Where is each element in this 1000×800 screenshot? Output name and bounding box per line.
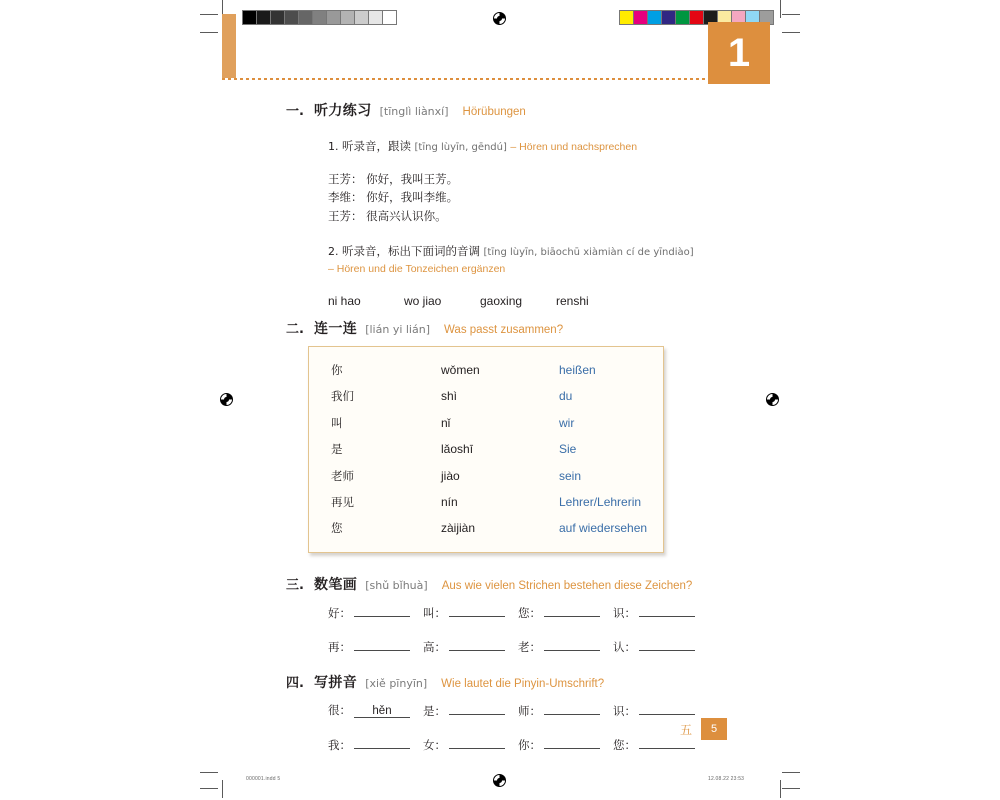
stroke-count-answer-blank[interactable]	[354, 604, 410, 617]
stroke-count-answer-blank[interactable]	[639, 638, 695, 651]
section-4-title-zh: 写拼音	[314, 674, 358, 691]
match-german[interactable]: auf wiedersehen	[559, 521, 648, 536]
section-1-title-pinyin: [tīnglì liànxí]	[379, 105, 449, 118]
match-row	[309, 357, 663, 383]
exercise-1-german: – Hören und nachsprechen	[510, 141, 638, 153]
stroke-count-character-label: 好：	[328, 605, 351, 620]
dialogue-line: 王芳： 你好，我叫王芳。	[328, 171, 459, 186]
exercise-3-grid	[328, 604, 706, 655]
pinyin-write-cell	[328, 702, 423, 719]
page-footer	[680, 718, 727, 740]
pinyin-write-character-label: 识：	[613, 703, 636, 718]
section-heading-2	[286, 318, 706, 338]
page-number-badge: 5	[701, 718, 727, 740]
dialogue-line: 李维： 你好，我叫李维。	[328, 190, 459, 205]
crop-mark-bottom-left-v	[222, 780, 223, 798]
pinyin-write-character-label: 是：	[423, 703, 446, 718]
crop-mark-bottom-right-v	[780, 780, 781, 798]
pinyin-write-answer-blank[interactable]	[639, 702, 695, 715]
pinyin-write-cell	[423, 736, 518, 753]
crop-mark-top-right-h2	[782, 32, 800, 33]
section-1-title-german: Hörübungen	[462, 106, 526, 118]
match-chinese[interactable]: 再见	[331, 495, 354, 510]
stroke-count-character-label: 高：	[423, 639, 446, 654]
pinyin-write-character-label: 您：	[613, 737, 636, 752]
match-pinyin[interactable]: nǐ	[441, 415, 451, 430]
match-row	[309, 383, 663, 409]
exercise-2-label: 2.	[328, 244, 339, 258]
pinyin-write-answer-blank[interactable]	[354, 736, 410, 749]
stroke-count-character-label: 再：	[328, 639, 351, 654]
crop-mark-top-left-h	[200, 14, 218, 15]
crop-mark-bottom-right-h2	[782, 788, 800, 789]
stroke-count-answer-blank[interactable]	[449, 604, 505, 617]
section-2-title-german: Was passt zusammen?	[444, 323, 564, 336]
pinyin-write-row	[328, 736, 706, 753]
pinyin-write-answer-blank[interactable]	[449, 702, 505, 715]
crop-mark-top-right-v	[780, 0, 781, 18]
tone-word[interactable]: ni hao	[328, 293, 361, 308]
stroke-count-character-label: 老：	[518, 639, 541, 654]
exercise-1-dialogue	[328, 170, 706, 226]
pinyin-write-answer-blank[interactable]	[544, 736, 600, 749]
exercise-1-pinyin: [tīng lùyīn, gēndú]	[414, 142, 507, 153]
section-3-title-pinyin: [shǔ bǐhuà]	[365, 578, 428, 592]
stroke-count-answer-blank[interactable]	[544, 638, 600, 651]
stroke-count-answer-blank[interactable]	[354, 638, 410, 651]
chapter-tab-wrapper	[222, 0, 770, 86]
exercise-1-prompt	[328, 138, 706, 156]
match-chinese[interactable]: 叫	[331, 415, 343, 430]
stroke-count-cell	[423, 604, 518, 621]
stroke-count-cell	[423, 638, 518, 655]
crop-mark-top-right-h	[782, 14, 800, 15]
pinyin-write-character-label: 女：	[423, 737, 446, 752]
chapter-tab	[708, 22, 770, 84]
tone-word[interactable]: renshi	[556, 293, 589, 308]
crop-mark-top-left-h2	[200, 32, 218, 33]
pinyin-write-answer-blank[interactable]	[449, 736, 505, 749]
stroke-count-row	[328, 604, 706, 621]
registration-target-left	[220, 393, 233, 406]
chapter-number: 1	[727, 31, 751, 75]
stroke-count-answer-blank[interactable]	[449, 638, 505, 651]
print-slug-filename: 000001.indd 5	[246, 776, 281, 782]
stroke-count-cell	[518, 604, 613, 621]
registration-target-right	[766, 393, 779, 406]
match-german[interactable]: du	[559, 389, 573, 404]
crop-mark-bottom-right-h	[782, 772, 800, 773]
pinyin-write-answer-blank[interactable]: hěn	[354, 705, 410, 718]
match-pinyin[interactable]: wǒmen	[441, 363, 480, 378]
section-heading-3	[286, 574, 706, 594]
chapter-dotted-rule	[222, 78, 770, 80]
worksheet-content	[286, 96, 706, 770]
match-german[interactable]: Sie	[559, 442, 577, 457]
match-pinyin[interactable]: zàijiàn	[441, 521, 476, 536]
exercise-2-german: – Hören und die Tonzeichen ergänzen	[328, 263, 506, 276]
match-german[interactable]: heißen	[559, 363, 596, 378]
match-chinese[interactable]: 是	[331, 442, 343, 457]
exercise-2-german-line	[328, 261, 706, 278]
match-chinese[interactable]: 您	[331, 521, 343, 536]
stroke-count-character-label: 叫：	[423, 605, 446, 620]
pinyin-write-character-label: 我：	[328, 737, 351, 752]
match-chinese[interactable]: 我们	[331, 389, 354, 404]
match-pinyin[interactable]: shì	[441, 389, 458, 404]
stroke-count-answer-blank[interactable]	[639, 604, 695, 617]
crop-mark-bottom-left-h2	[200, 788, 218, 789]
section-2-title-pinyin: [lián yi lián]	[365, 322, 430, 336]
stroke-count-cell	[328, 638, 423, 655]
section-1-number: 一.	[286, 104, 304, 119]
section-2-number: 二.	[286, 321, 304, 337]
match-row	[309, 410, 663, 436]
pinyin-write-cell	[328, 736, 423, 753]
registration-target-bottom	[493, 774, 506, 787]
stroke-count-cell	[613, 604, 708, 621]
section-heading-1	[286, 100, 706, 120]
section-2-title-zh: 连一连	[314, 320, 358, 337]
pinyin-write-cell	[423, 702, 518, 719]
match-pinyin[interactable]: lǎoshī	[441, 442, 474, 457]
stroke-count-cell	[613, 638, 708, 655]
section-1-title-zh: 听力练习	[314, 103, 372, 119]
tone-word[interactable]: wo jiao	[404, 293, 442, 308]
exercise-4-grid	[328, 702, 706, 753]
match-pinyin[interactable]: jiào	[441, 468, 460, 483]
match-row	[309, 515, 663, 541]
stroke-count-answer-blank[interactable]	[544, 604, 600, 617]
tone-word[interactable]: gaoxing	[480, 293, 523, 308]
section-4-title-pinyin: [xiě pīnyīn]	[365, 676, 428, 690]
matching-exercise-box	[308, 346, 664, 553]
match-row	[309, 489, 663, 515]
section-4-number: 四.	[286, 675, 304, 691]
match-row	[309, 436, 663, 462]
exercise-1-label: 1.	[328, 140, 339, 153]
exercise-2-pinyin: [tīng lùyīn, biāochū xiàmiàn cí de yīndiào]	[483, 246, 694, 258]
crop-mark-bottom-left-h	[200, 772, 218, 773]
pinyin-write-character-label: 很：	[328, 702, 351, 717]
section-4-title-german: Wie lautet die Pinyin-Umschrift?	[441, 677, 605, 690]
section-3-title-zh: 数笔画	[314, 576, 358, 593]
match-row	[309, 462, 663, 488]
pinyin-write-character-label: 你：	[518, 737, 541, 752]
match-chinese[interactable]: 老师	[331, 468, 354, 483]
print-slug-timestamp: 12.08.22 23:53	[708, 776, 745, 782]
stroke-count-cell	[328, 604, 423, 621]
stroke-count-character-label: 认：	[613, 639, 636, 654]
stroke-count-character-label: 您：	[518, 605, 541, 620]
pinyin-write-cell	[613, 702, 708, 719]
pinyin-write-cell	[518, 736, 613, 753]
pinyin-write-cell	[518, 702, 613, 719]
match-pinyin[interactable]: nín	[441, 495, 458, 510]
pinyin-write-row	[328, 702, 706, 719]
stroke-count-row	[328, 638, 706, 655]
match-chinese[interactable]: 你	[331, 363, 343, 378]
pinyin-write-character-label: 师：	[518, 703, 541, 718]
page-number-chinese: 五	[680, 722, 693, 737]
match-german[interactable]: Lehrer/Lehrerin	[559, 495, 642, 510]
exercise-2-prompt	[328, 243, 706, 261]
exercise-2-zh: 听录音，标出下面词的音调	[342, 243, 480, 258]
exercise-1-zh: 听录音，跟读	[342, 139, 411, 153]
stroke-count-character-label: 识：	[613, 605, 636, 620]
section-3-number: 三.	[286, 577, 304, 593]
pinyin-write-answer-blank[interactable]	[544, 702, 600, 715]
exercise-2-word-row	[328, 294, 706, 308]
match-german[interactable]: sein	[559, 468, 582, 483]
section-3-title-german: Aus wie vielen Strichen bestehen diese Zeichen?	[441, 579, 693, 592]
section-heading-4	[286, 672, 706, 692]
stroke-count-cell	[518, 638, 613, 655]
dialogue-line: 王芳： 很高兴认识你。	[328, 209, 447, 223]
match-german[interactable]: wir	[559, 415, 575, 430]
